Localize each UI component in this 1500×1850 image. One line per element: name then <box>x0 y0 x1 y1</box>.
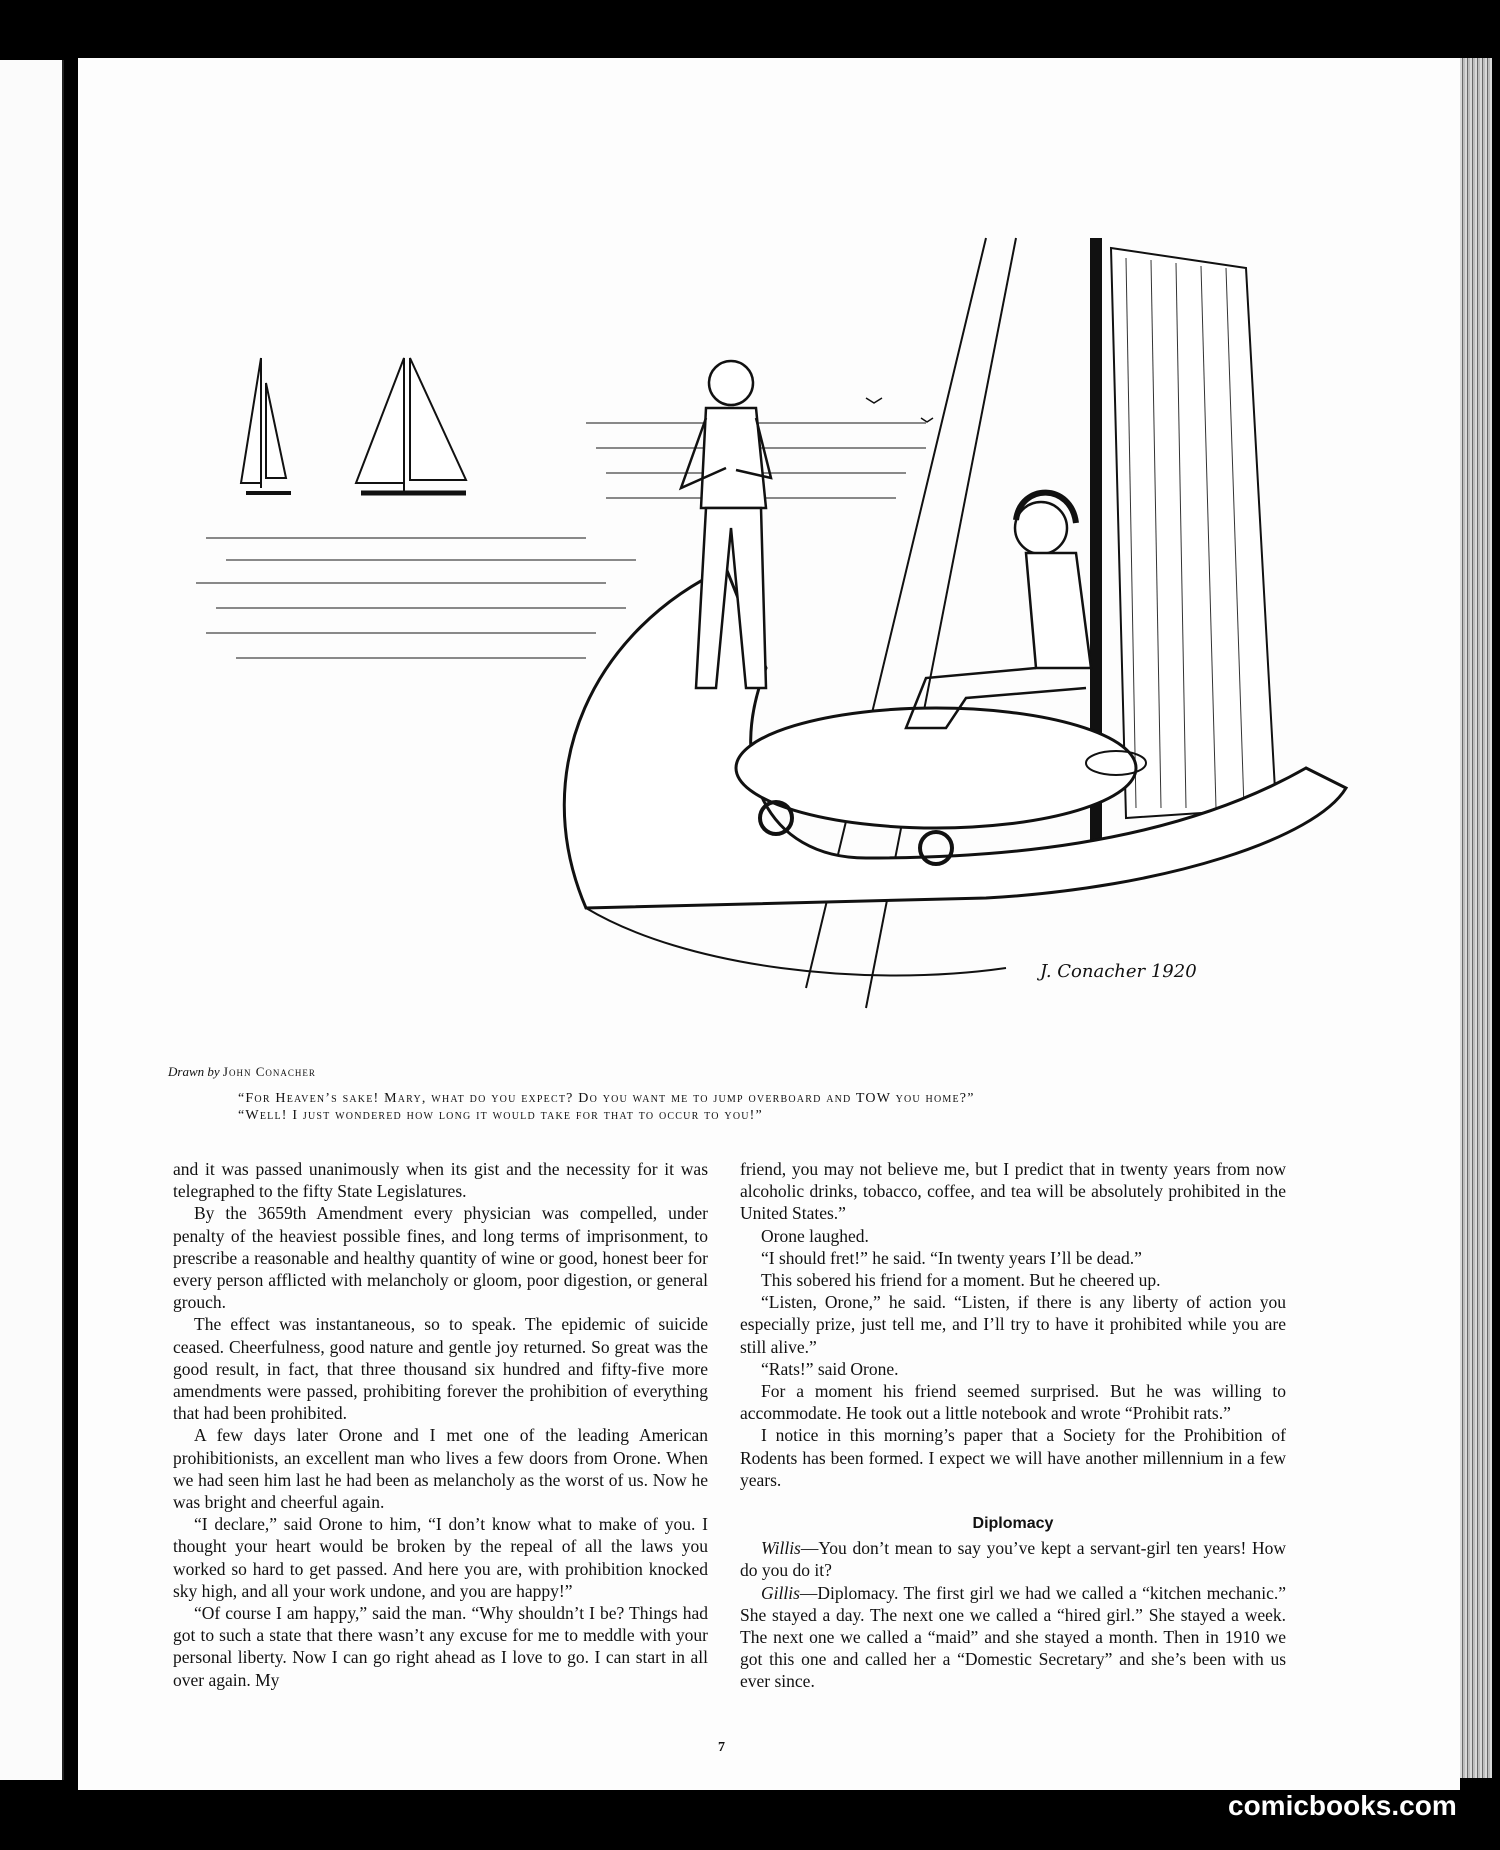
dialogue-text: —Diplomacy. The first girl we had we called a “kitchen mechanic.” She stayed a day. The next one we called a “hired girl.” She stayed a week. The next one we called a “maid” and she stayed a month. Then in 1910 we got this one and called her a “Domestic Secretary” and she’s been with us ever since. <box>740 1582 1286 1692</box>
page-number: 7 <box>718 1740 725 1755</box>
illustration-caption <box>238 1090 1338 1124</box>
site-watermark: comicbooks.com <box>1228 1790 1457 1821</box>
book-edge-pages <box>1460 58 1492 1778</box>
paragraph: “I declare,” said Orone to him, “I don’t know what to make of you. I thought your heart would be broken by the repeal of all the laws you worked so hard to get passed. And here you are, with prohibition knocked sky high, and all your work undone, and you are happy!” <box>173 1514 708 1601</box>
water-lines <box>196 423 926 658</box>
paragraph: Orone laughed. <box>761 1225 869 1246</box>
paragraph: “Rats!” said Orone. <box>761 1358 899 1379</box>
speaker-name: Willis <box>761 1538 801 1559</box>
bird-mark <box>866 398 882 403</box>
paragraph: “Listen, Orone,” he said. “Listen, if there is any liberty of action you especially prize, just tell me, and I’ll try to have it prohibited while you are still alive.” <box>740 1292 1286 1357</box>
right-text-column <box>740 1158 1286 1693</box>
left-page-edge <box>0 60 64 1780</box>
paragraph: I notice in this morning’s paper that a Society for the Prohibition of Rodents has been formed. I expect we will have another millennium in a few years. <box>740 1425 1286 1490</box>
paragraph: “Of course I am happy,” said the man. “Why shouldn’t I be? Things had got to such a state that there wasn’t any excuse for me to meddle with your personal liberty. Now I can go right ahead as I love to go. I can start in all over again. My <box>173 1603 708 1690</box>
caption-line: “Well! I just wondered how long it would take for that to occur to you!” <box>238 1108 763 1123</box>
credit-artist-name: John Conacher <box>222 1064 316 1079</box>
bird-mark <box>921 418 933 422</box>
dialogue-paragraph <box>740 1537 1286 1581</box>
paragraph: and it was passed unanimously when its gist and the necessity for it was telegraphed to the fifty State Legislatures. <box>173 1159 708 1202</box>
sailboat-illustration <box>166 208 1426 1063</box>
paragraph: friend, you may not believe me, but I predict that in twenty years from now alcoholic drinks, tobacco, coffee, and tea will be absolutely prohibited in the United States.” <box>740 1159 1286 1224</box>
distant-sailboat-small <box>241 358 291 493</box>
seated-woman-figure <box>906 493 1091 728</box>
paragraph: A few days later Orone and I met one of the leading American prohibitionists, an excellent man who lives a few doors from Orone. When we had seen him last he had been as melancholy as the worst of us. Now he was bright and cheerful again. <box>173 1425 708 1513</box>
paragraph: This sobered his friend for a moment. But he cheered up. <box>761 1270 1161 1291</box>
paragraph: “I should fret!” he said. “In twenty years I’ll be dead.” <box>761 1247 1142 1268</box>
distant-sailboat-large <box>356 358 466 493</box>
credit-prefix: Drawn by <box>168 1064 220 1079</box>
artist-signature: J. Conacher 1920 <box>1040 961 1197 982</box>
magazine-page <box>78 58 1460 1790</box>
paragraph: By the 3659th Amendment every physician was compelled, under penalty of the heaviest possible fines, and long terms of imprisonment, to prescribe a reasonable and healthy quantity of wine or good, honest beer for every person afflicted with melancholy or gloom, poor digestion, or general grouch. <box>173 1203 708 1313</box>
speaker-name: Gillis <box>761 1582 800 1603</box>
left-text-column <box>173 1158 708 1691</box>
dialogue-paragraph <box>740 1582 1286 1693</box>
illustration-credit <box>168 1064 316 1080</box>
paragraph: The effect was instantaneous, so to speak. The epidemic of suicide ceased. Cheerfulness, good nature and gentle joy returned. So great was the good result, in fact, that three thousand six hundred and fifty-five more amendments were passed, prohibiting forever the prohibition of everything that had been prohibited. <box>173 1314 708 1424</box>
dialogue-text: —You don’t mean to say you’ve kept a servant-girl ten years! How do you do it? <box>740 1538 1286 1581</box>
section-title-diplomacy: Diplomacy <box>972 1515 1054 1533</box>
paragraph: For a moment his friend seemed surprised. But he was willing to accommodate. He took out a little notebook and wrote “Prohibit rats.” <box>740 1381 1286 1424</box>
caption-line: “For Heaven’s sake! Mary, what do you expect? Do you want me to jump overboard and TOW you home?” <box>238 1091 975 1106</box>
